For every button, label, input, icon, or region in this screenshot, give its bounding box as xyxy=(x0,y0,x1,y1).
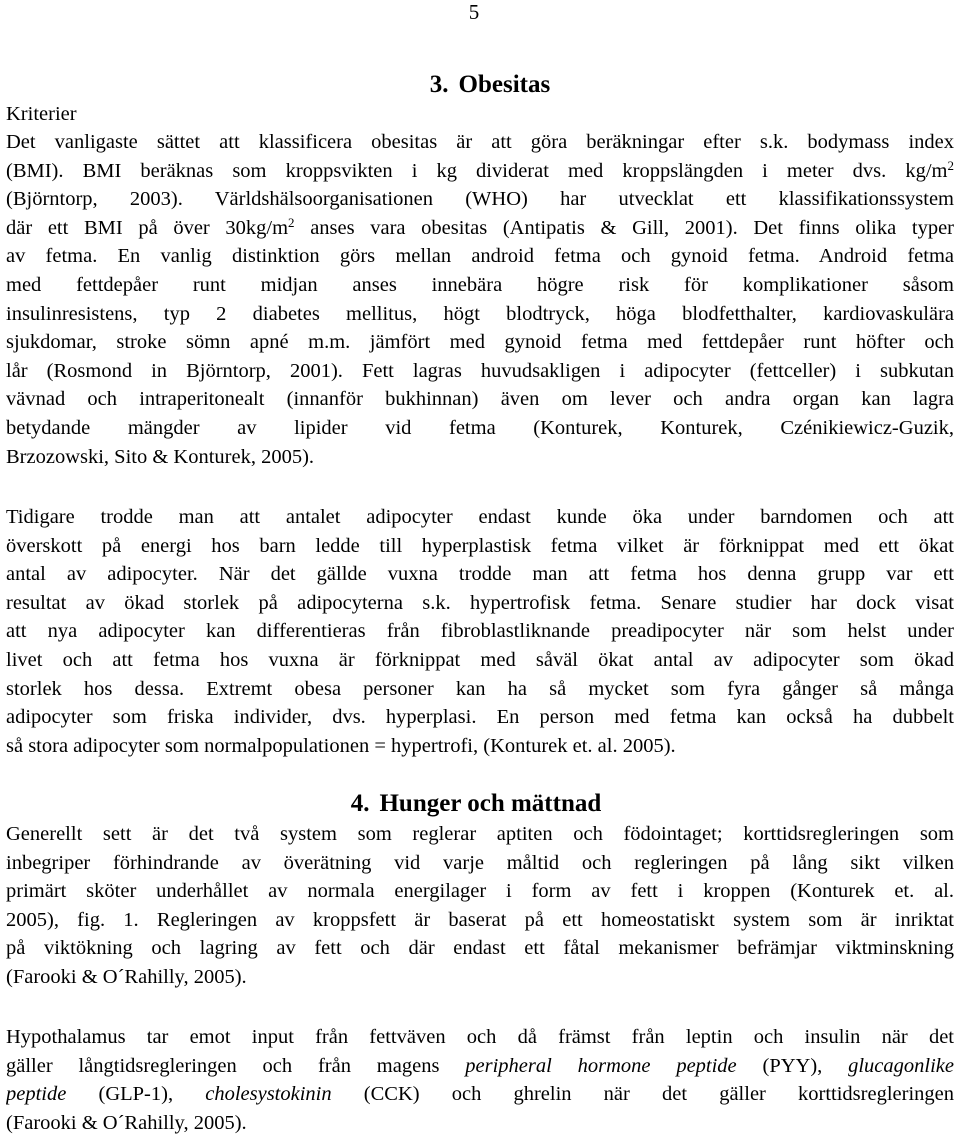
text-line: betydande mängder av lipider vid fetma (Konturek, Konturek, Czénikiewicz-Guzik, xyxy=(6,416,954,439)
italic-term: cholesystokinin xyxy=(205,1083,332,1106)
text-line: 2005), fig. 1. Regleringen av kroppsfett är baserat på ett homeostatiskt system som är inriktat xyxy=(6,908,954,931)
text-line: peptide (GLP-1), cholesystokinin (CCK) och ghrelin när det gäller korttidsregleringen xyxy=(6,1083,954,1106)
text-line: livet och att fetma hos vuxna är förknippat med såväl ökat antal av adipocyter som ökad xyxy=(6,648,954,671)
paragraph-adipocytes xyxy=(6,503,954,760)
section-title: Obesitas xyxy=(458,71,551,98)
text-line: vävnad och intraperitonealt (innanför bukhinnan) även om lever och andra organ kan lagra xyxy=(6,388,954,411)
text-line: av fetma. En vanlig distinktion görs mellan android fetma och gynoid fetma. Android fetma xyxy=(6,245,954,268)
superscript: 2 xyxy=(947,157,954,173)
text-line: resultat av ökad storlek på adipocyterna s.k. hypertrofisk fetma. Senare studier har dock visat xyxy=(6,591,954,614)
text-line: där ett BMI på över $30kg/m^2$ anses vara obesitas (Antipatis & Gill, 2001). Det finns olika typer xyxy=(6,214,954,239)
text-line: på viktökning och lagring av fett och där endast ett fåtal mekanismer befrämjar viktminskning xyxy=(6,937,954,960)
text-line: (Farooki & O´Rahilly, 2005). xyxy=(6,965,247,988)
text-line: sjukdomar, stroke sömn apné m.m. jämfört med gynoid fetma med fettdepåer runt höfter och xyxy=(6,331,954,354)
paragraph-hypothalamus xyxy=(6,1023,954,1137)
text-line: överskott på energi hos barn ledde till hyperplastisk fetma vilket är förknippat med ett ökat xyxy=(6,534,954,557)
text-line: Hypothalamus tar emot input från fettväven och då främst från leptin och insulin när det xyxy=(6,1026,954,1048)
text-line: Brzozowski, Sito & Konturek, 2005). xyxy=(6,445,315,468)
text-line: (Farooki & O´Rahilly, 2005). xyxy=(6,1111,247,1134)
text-line: (Björntorp, 2003). Världshälsoorganisationen (WHO) har utvecklat ett klassifikationssystem xyxy=(6,188,954,211)
section-number: 3. xyxy=(429,71,449,98)
text-line: inbegriper förhindrande av överätning vid varje måltid och regleringen på lång sikt vilken xyxy=(6,851,954,874)
text-line: lår (Rosmond in Björntorp, 2001). Fett lagras huvudsakligen i adipocyter (fettceller) i subkutan xyxy=(6,359,954,382)
italic-term: peptide xyxy=(6,1083,67,1106)
text-line: storlek hos dessa. Extremt obesa personer kan ha så mycket som fyra gånger så många xyxy=(6,677,954,700)
section-heading-obesitas xyxy=(10,70,960,100)
text-line: adipocyter som friska individer, dvs. hyperplasi. En person med fetma kan också ha dubbelt xyxy=(6,706,954,729)
page-number: 5 xyxy=(468,0,480,24)
text-line: gäller långtidsregleringen och från magens peripheral hormone peptide (PYY), glucagonlike xyxy=(6,1054,954,1077)
text-line: med fettdepåer runt midjan anses innebära högre risk för komplikationer såsom xyxy=(6,273,954,296)
paragraph-regulation xyxy=(6,820,954,992)
text-line: att nya adipocyter kan differentieras från fibroblastliknande preadipocyter när som helst under xyxy=(6,620,954,643)
section-number: 4. xyxy=(350,790,370,817)
superscript: 2 xyxy=(288,214,295,230)
text-line: Det vanligaste sättet att klassificera obesitas är att göra beräkningar efter s.k. bodymass index xyxy=(6,131,954,153)
paragraph-criteria xyxy=(6,128,954,471)
text-line: (BMI). BMI beräknas som kroppsvikten i kg dividerat med kroppslängden i meter dvs. $kg/m^2$ xyxy=(6,157,954,182)
text-line: antal av adipocyter. När det gällde vuxna trodde man att fetma hos denna grupp var ett xyxy=(6,563,954,586)
italic-term: glucagonlike xyxy=(848,1054,954,1077)
text-line: Generellt sett är det två system som reglerar aptiten och födointaget; korttidsregleringen som xyxy=(6,823,954,845)
section-heading-hunger xyxy=(0,789,956,819)
text-line: Tidigare trodde man att antalet adipocyter endast kunde öka under barndomen och att xyxy=(6,506,954,528)
subheading-kriterier: Kriterier xyxy=(6,103,77,125)
text-line: insulinresistens, typ 2 diabetes mellitus, högt blodtryck, höga blodfetthalter, kardiovaskulära xyxy=(6,302,954,325)
section-title: Hunger och mättnad xyxy=(379,790,602,817)
text-line: primärt sköter underhållet av normala energilager i form av fett i kroppen (Konturek et. al. xyxy=(6,880,954,903)
text-line: så stora adipocyter som normalpopulationen = hypertrofi, (Konturek et. al. 2005). xyxy=(6,734,676,757)
italic-term: peripheral hormone peptide xyxy=(465,1054,737,1077)
